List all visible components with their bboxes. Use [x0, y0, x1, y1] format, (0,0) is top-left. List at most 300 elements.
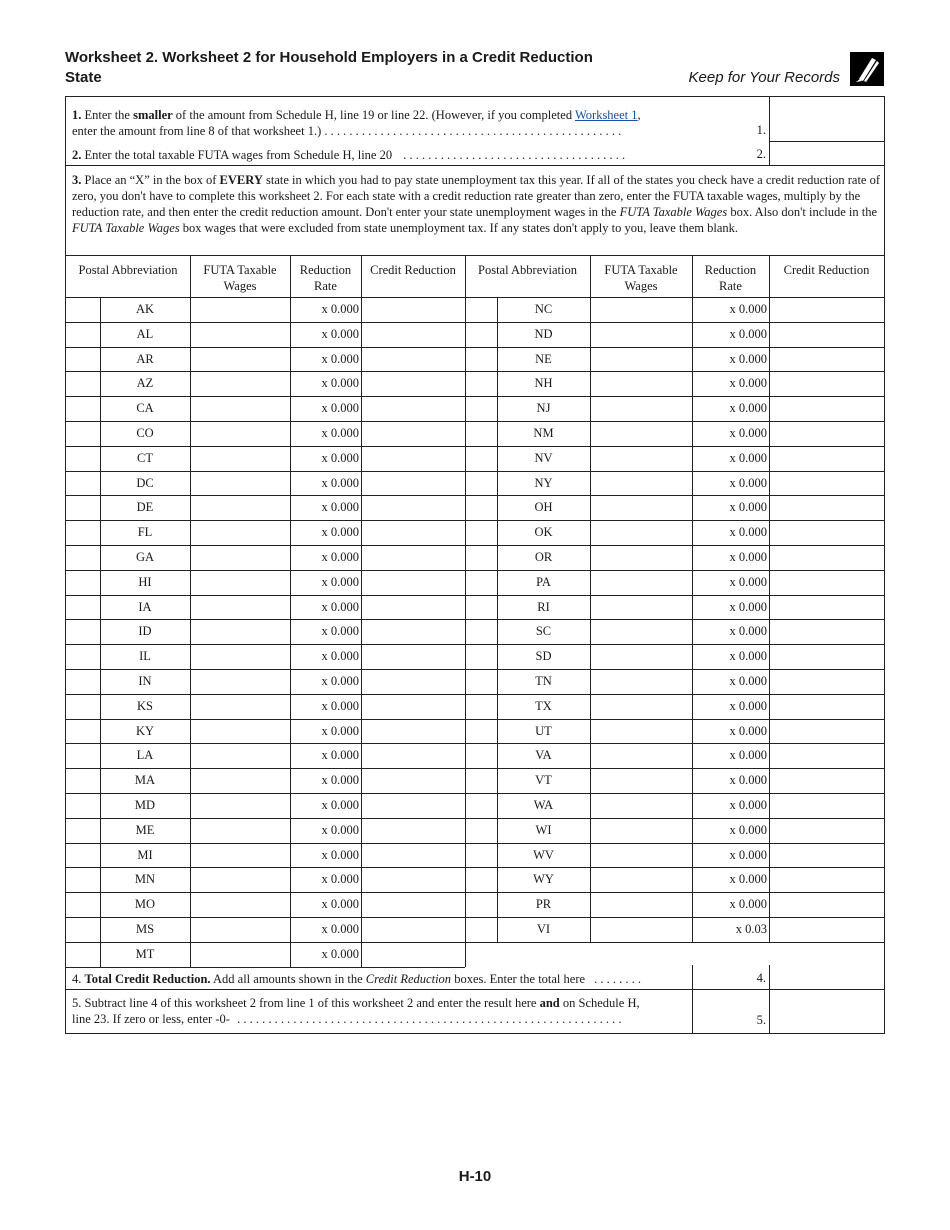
reduction-rate: x 0.000 [729, 351, 767, 366]
reduction-rate: x 0.000 [729, 674, 767, 688]
state-abbr: SD [535, 649, 552, 664]
state-abbr: TN [535, 674, 552, 688]
line-4-italic: Credit Reduction [365, 972, 452, 986]
credit-reduction-field[interactable] [770, 348, 884, 371]
reduction-rate: x 0.000 [729, 897, 767, 912]
state-checkbox[interactable] [67, 695, 99, 718]
reduction-rate: x 0.000 [321, 302, 359, 316]
futa-wages-field[interactable] [591, 670, 691, 693]
divider [769, 297, 770, 942]
line-4-part-a: Add all amounts shown in the [213, 972, 363, 986]
state-checkbox[interactable] [466, 447, 496, 470]
credit-reduction-field[interactable] [362, 472, 464, 495]
title-line-1: Worksheet 2. Worksheet 2 for Household Employers in a Credit Reduction [65, 49, 593, 66]
futa-wages-field[interactable] [191, 645, 289, 668]
futa-wages-field[interactable] [591, 868, 691, 891]
futa-wages-field[interactable] [591, 744, 691, 767]
futa-wages-field[interactable] [191, 372, 289, 395]
line-4-number: 4. [72, 972, 82, 986]
state-checkbox[interactable] [466, 645, 496, 668]
futa-wages-field[interactable] [191, 323, 289, 346]
reduction-rate: x 0.000 [321, 748, 359, 763]
reduction-rate: x 0.000 [729, 500, 767, 515]
line-4-part-b: boxes. Enter the total here [454, 972, 586, 986]
line-1-text [72, 107, 772, 139]
futa-wages-field[interactable] [591, 348, 691, 371]
page-number: H-10 [458, 1168, 492, 1185]
state-abbr: PA [536, 574, 551, 589]
futa-wages-field[interactable] [191, 794, 289, 817]
credit-reduction-field[interactable] [362, 447, 464, 470]
credit-reduction-field[interactable] [362, 695, 464, 718]
futa-wages-field[interactable] [191, 546, 289, 569]
header-futa-right [590, 262, 692, 294]
credit-reduction-field[interactable] [362, 620, 464, 643]
divider [497, 297, 498, 942]
credit-reduction-field[interactable] [362, 645, 464, 668]
state-checkbox[interactable] [67, 645, 99, 668]
state-checkbox[interactable] [466, 422, 496, 445]
futa-wages-field[interactable] [191, 348, 289, 371]
state-checkbox[interactable] [466, 323, 496, 346]
divider [361, 255, 362, 297]
state-abbr: MS [135, 922, 155, 936]
line-4-entry-box[interactable] [770, 965, 884, 989]
state-abbr: AK [135, 302, 155, 316]
credit-reduction-field[interactable] [362, 348, 464, 371]
credit-reduction-field[interactable] [362, 744, 464, 767]
credit-reduction-field[interactable] [770, 645, 884, 668]
credit-reduction-field[interactable] [362, 596, 464, 619]
credit-reduction-field[interactable] [770, 744, 884, 767]
line-5-part-b: on Schedule H, [562, 996, 640, 1010]
state-checkbox[interactable] [466, 819, 496, 842]
reduction-rate: x 0.000 [321, 847, 359, 862]
credit-reduction-field[interactable] [362, 794, 464, 817]
divider [590, 297, 591, 942]
line-3-number: 3. [72, 173, 82, 187]
header-futa-right-l2: Wages [624, 279, 658, 293]
state-checkbox[interactable] [67, 447, 99, 470]
state-checkbox[interactable] [67, 670, 99, 693]
state-checkbox[interactable] [67, 348, 99, 371]
credit-reduction-field[interactable] [362, 819, 464, 842]
credit-reduction-field[interactable] [362, 422, 464, 445]
futa-wages-field[interactable] [591, 893, 691, 916]
line-2-dots: . . . . . . . . . . . . . . . . . . . . . . . . . . . . . . . . . . . . [403, 148, 626, 162]
state-abbr: NY [534, 475, 553, 490]
state-abbr: WI [535, 822, 552, 837]
state-abbr: ND [534, 326, 553, 341]
reduction-rate: x 0.000 [729, 376, 767, 391]
reduction-rate: x 0.000 [729, 847, 767, 862]
reduction-rate: x 0.000 [321, 773, 359, 788]
state-checkbox[interactable] [67, 546, 99, 569]
futa-wages-field[interactable] [591, 720, 691, 743]
state-checkbox[interactable] [466, 695, 496, 718]
reduction-rate: x 0.000 [321, 500, 359, 515]
state-checkbox[interactable] [67, 744, 99, 767]
state-checkbox[interactable] [67, 720, 99, 743]
state-checkbox[interactable] [466, 348, 496, 371]
futa-wages-field[interactable] [591, 596, 691, 619]
state-abbr: LA [136, 748, 154, 763]
state-checkbox[interactable] [466, 844, 496, 867]
credit-reduction-field[interactable] [770, 769, 884, 792]
state-checkbox[interactable] [466, 620, 496, 643]
line-5-dots: . . . . . . . . . . . . . . . . . . . . . . . . . . . . . . . . . . . . . . . . . . . . . . . . . . . . . . . . . . . . . . [237, 1012, 622, 1026]
futa-wages-field[interactable] [591, 844, 691, 867]
line-2-entry-box[interactable] [770, 142, 884, 165]
state-abbr: IL [139, 649, 151, 664]
credit-reduction-field[interactable] [770, 868, 884, 891]
futa-wages-field[interactable] [591, 918, 691, 941]
header-rate-left-l1: Reduction [299, 263, 352, 277]
credit-reduction-field[interactable] [770, 422, 884, 445]
credit-reduction-field[interactable] [770, 918, 884, 941]
line-5-part-a: Subtract line 4 of this worksheet 2 from line 1 of this worksheet 2 and enter the result here [84, 996, 537, 1010]
line-5-entry-box[interactable] [770, 990, 884, 1033]
line-2-text [72, 147, 772, 163]
keep-for-records-label: Keep for Your Records [688, 69, 840, 86]
futa-wages-field[interactable] [591, 323, 691, 346]
credit-reduction-field[interactable] [362, 943, 464, 966]
state-checkbox[interactable] [466, 720, 496, 743]
futa-wages-field[interactable] [591, 695, 691, 718]
credit-reduction-field[interactable] [770, 372, 884, 395]
state-abbr: VA [535, 748, 552, 763]
futa-wages-field[interactable] [591, 298, 691, 321]
state-checkbox[interactable] [67, 496, 99, 519]
reduction-rate: x 0.000 [321, 550, 359, 564]
pen-icon [850, 52, 884, 86]
futa-wages-field[interactable] [591, 546, 691, 569]
credit-reduction-field[interactable] [770, 298, 884, 321]
state-checkbox[interactable] [466, 893, 496, 916]
header-rate-right [692, 262, 769, 294]
divider [465, 297, 466, 967]
reduction-rate: x 0.000 [729, 475, 767, 490]
state-abbr: NM [533, 426, 554, 440]
futa-wages-field[interactable] [191, 596, 289, 619]
state-checkbox[interactable] [67, 620, 99, 643]
line-5-part-c: line 23. If zero or less, enter -0- [72, 1012, 230, 1026]
credit-reduction-field[interactable] [362, 298, 464, 321]
credit-reduction-field[interactable] [362, 868, 464, 891]
header-rate-right-l1: Reduction [704, 263, 757, 277]
divider [692, 297, 693, 942]
credit-reduction-field[interactable] [362, 496, 464, 519]
line-1-dots: . . . . . . . . . . . . . . . . . . . . . . . . . . . . . . . . . . . . . . . . . . . . . . . . [324, 124, 622, 138]
divider [769, 965, 770, 1034]
line-5-number: 5. [72, 996, 82, 1010]
futa-wages-field[interactable] [191, 868, 289, 891]
reduction-rate: x 0.000 [729, 326, 767, 341]
line-4-dots: . . . . . . . . [594, 972, 642, 986]
futa-wages-field[interactable] [591, 496, 691, 519]
state-checkbox[interactable] [466, 521, 496, 544]
reduction-rate: x 0.000 [729, 401, 767, 416]
futa-wages-field[interactable] [191, 844, 289, 867]
credit-reduction-field[interactable] [362, 546, 464, 569]
reduction-rate: x 0.000 [321, 624, 359, 639]
state-checkbox[interactable] [67, 794, 99, 817]
line-1-entry-box[interactable] [770, 97, 884, 141]
state-checkbox[interactable] [67, 521, 99, 544]
state-abbr: KS [137, 698, 153, 713]
reduction-rate: x 0.000 [321, 475, 359, 490]
credit-reduction-field[interactable] [362, 571, 464, 594]
credit-reduction-field[interactable] [770, 596, 884, 619]
reduction-rate: x 0.000 [729, 426, 767, 440]
state-checkbox[interactable] [466, 496, 496, 519]
worksheet-form [65, 96, 885, 1034]
title-line-2: State [65, 69, 102, 86]
credit-reduction-field[interactable] [770, 546, 884, 569]
credit-reduction-field[interactable] [770, 794, 884, 817]
state-checkbox[interactable] [67, 372, 99, 395]
futa-wages-field[interactable] [191, 819, 289, 842]
state-checkbox[interactable] [466, 868, 496, 891]
reduction-rate: x 0.000 [729, 599, 767, 614]
header-rate-left-l2: Rate [314, 279, 337, 293]
divider [66, 165, 884, 166]
line-2-number: 2. [72, 148, 82, 162]
state-checkbox[interactable] [67, 918, 99, 941]
header-futa-left-l1: FUTA Taxable [203, 263, 277, 277]
state-checkbox[interactable] [67, 422, 99, 445]
worksheet-1-link[interactable]: Worksheet 1 [574, 108, 638, 122]
state-checkbox[interactable] [67, 323, 99, 346]
futa-wages-field[interactable] [191, 298, 289, 321]
state-checkbox[interactable] [67, 298, 99, 321]
credit-reduction-field[interactable] [770, 893, 884, 916]
credit-reduction-field[interactable] [362, 397, 464, 420]
line-4-label: 4. [756, 971, 766, 985]
reduction-rate: x 0.000 [321, 401, 359, 416]
state-abbr: MA [134, 773, 156, 788]
state-abbr: NE [535, 351, 552, 366]
state-checkbox[interactable] [466, 546, 496, 569]
futa-wages-field[interactable] [591, 620, 691, 643]
line-5-bold: and [539, 996, 560, 1010]
line-1-part-a: Enter the [84, 108, 130, 122]
reduction-rate: x 0.000 [729, 748, 767, 763]
line-3-italic-1: FUTA Taxable Wages [619, 205, 728, 219]
state-abbr: CA [136, 401, 154, 416]
state-checkbox[interactable] [466, 596, 496, 619]
credit-reduction-field[interactable] [770, 447, 884, 470]
state-abbr: MI [137, 847, 153, 862]
credit-reduction-field[interactable] [362, 670, 464, 693]
state-checkbox[interactable] [67, 596, 99, 619]
futa-wages-field[interactable] [591, 571, 691, 594]
credit-reduction-field[interactable] [362, 893, 464, 916]
state-abbr: FL [137, 525, 153, 540]
futa-wages-field[interactable] [191, 670, 289, 693]
state-checkbox[interactable] [466, 372, 496, 395]
state-checkbox[interactable] [67, 472, 99, 495]
futa-wages-field[interactable] [191, 472, 289, 495]
reduction-rate: x 0.000 [321, 822, 359, 837]
divider [692, 965, 693, 1034]
state-checkbox[interactable] [67, 868, 99, 891]
credit-reduction-field[interactable] [362, 844, 464, 867]
state-abbr: AR [136, 351, 154, 366]
reduction-rate: x 0.000 [321, 525, 359, 540]
futa-wages-field[interactable] [191, 720, 289, 743]
futa-wages-field[interactable] [591, 472, 691, 495]
futa-wages-field[interactable] [591, 794, 691, 817]
futa-wages-field[interactable] [191, 571, 289, 594]
futa-wages-field[interactable] [191, 422, 289, 445]
futa-wages-field[interactable] [591, 521, 691, 544]
divider [66, 967, 465, 968]
reduction-rate: x 0.000 [729, 723, 767, 738]
reduction-rate: x 0.000 [321, 326, 359, 341]
reduction-rate: x 0.000 [321, 674, 359, 688]
futa-wages-field[interactable] [191, 744, 289, 767]
futa-wages-field[interactable] [191, 521, 289, 544]
futa-wages-field[interactable] [191, 695, 289, 718]
reduction-rate: x 0.000 [321, 574, 359, 589]
futa-wages-field[interactable] [191, 893, 289, 916]
futa-wages-field[interactable] [191, 397, 289, 420]
futa-wages-field[interactable] [191, 447, 289, 470]
state-abbr: SC [535, 624, 552, 639]
header-futa-right-l1: FUTA Taxable [604, 263, 678, 277]
state-checkbox[interactable] [466, 397, 496, 420]
state-abbr: MN [134, 872, 156, 887]
state-checkbox[interactable] [466, 744, 496, 767]
futa-wages-field[interactable] [591, 447, 691, 470]
futa-wages-field[interactable] [191, 769, 289, 792]
state-abbr: NJ [536, 401, 551, 416]
credit-reduction-field[interactable] [770, 695, 884, 718]
credit-reduction-field[interactable] [362, 769, 464, 792]
worksheet-title [65, 48, 665, 88]
futa-wages-field[interactable] [591, 397, 691, 420]
reduction-rate: x 0.000 [321, 649, 359, 664]
credit-reduction-field[interactable] [770, 571, 884, 594]
futa-wages-field[interactable] [591, 422, 691, 445]
reduction-rate: x 0.000 [321, 946, 359, 961]
line-1-number: 1. [72, 108, 82, 122]
credit-reduction-field[interactable] [770, 670, 884, 693]
credit-reduction-field[interactable] [362, 521, 464, 544]
state-checkbox[interactable] [466, 472, 496, 495]
credit-reduction-field[interactable] [770, 496, 884, 519]
line-1-label: 1. [756, 123, 766, 137]
reduction-rate: x 0.000 [729, 649, 767, 664]
state-abbr: MO [134, 897, 156, 912]
credit-reduction-field[interactable] [770, 521, 884, 544]
state-abbr: MD [134, 798, 156, 812]
reduction-rate: x 0.000 [321, 872, 359, 887]
reduction-rate: x 0.000 [321, 798, 359, 812]
state-abbr: KY [135, 723, 155, 738]
futa-wages-field[interactable] [191, 496, 289, 519]
state-checkbox[interactable] [466, 769, 496, 792]
line-1-part-d: enter the amount from line 8 of that worksheet 1.) [72, 124, 322, 138]
reduction-rate: x 0.000 [321, 376, 359, 391]
state-abbr: DE [136, 500, 154, 515]
credit-reduction-field[interactable] [362, 720, 464, 743]
credit-reduction-field[interactable] [770, 323, 884, 346]
header-futa-left-l2: Wages [223, 279, 257, 293]
futa-wages-field[interactable] [191, 943, 289, 966]
line-3-bold: EVERY [219, 173, 263, 187]
divider [290, 255, 291, 297]
state-checkbox[interactable] [67, 397, 99, 420]
state-checkbox[interactable] [466, 571, 496, 594]
futa-wages-field[interactable] [591, 372, 691, 395]
credit-reduction-field[interactable] [362, 918, 464, 941]
reduction-rate: x 0.000 [321, 723, 359, 738]
credit-reduction-field[interactable] [770, 472, 884, 495]
state-checkbox[interactable] [67, 571, 99, 594]
state-checkbox[interactable] [67, 844, 99, 867]
state-checkbox[interactable] [466, 298, 496, 321]
reduction-rate: x 0.000 [729, 773, 767, 788]
divider [190, 255, 191, 297]
reduction-rate: x 0.000 [321, 450, 359, 465]
state-checkbox[interactable] [466, 670, 496, 693]
futa-wages-field[interactable] [191, 620, 289, 643]
state-checkbox[interactable] [466, 918, 496, 941]
divider [100, 297, 101, 967]
state-checkbox[interactable] [67, 893, 99, 916]
state-abbr: VT [535, 773, 552, 788]
reduction-rate: x 0.000 [729, 624, 767, 639]
state-abbr: HI [138, 574, 152, 589]
line-4-text [72, 971, 712, 987]
divider [290, 297, 291, 967]
credit-reduction-field[interactable] [362, 372, 464, 395]
state-checkbox[interactable] [67, 819, 99, 842]
futa-wages-field[interactable] [591, 645, 691, 668]
credit-reduction-field[interactable] [362, 323, 464, 346]
credit-reduction-field[interactable] [770, 844, 884, 867]
reduction-rate: x 0.000 [729, 822, 767, 837]
state-abbr: ME [135, 822, 155, 837]
divider [66, 989, 884, 990]
futa-wages-field[interactable] [591, 769, 691, 792]
state-abbr: GA [135, 550, 155, 564]
state-checkbox[interactable] [466, 794, 496, 817]
futa-wages-field[interactable] [591, 819, 691, 842]
divider [66, 255, 884, 256]
credit-reduction-field[interactable] [770, 620, 884, 643]
credit-reduction-field[interactable] [770, 819, 884, 842]
credit-reduction-field[interactable] [770, 397, 884, 420]
state-checkbox[interactable] [67, 769, 99, 792]
line-2-main: Enter the total taxable FUTA wages from Schedule H, line 20 [84, 148, 393, 162]
header-credit-left: Credit Reduction [370, 263, 456, 277]
reduction-rate: x 0.000 [729, 798, 767, 812]
divider [692, 255, 693, 297]
reduction-rate: x 0.000 [729, 698, 767, 713]
state-abbr: AZ [136, 376, 154, 391]
line-1-comma: , [637, 108, 641, 122]
futa-wages-field[interactable] [191, 918, 289, 941]
state-abbr: AL [136, 326, 154, 341]
line-3-text [72, 172, 882, 236]
reduction-rate: x 0.000 [321, 922, 359, 936]
state-checkbox[interactable] [67, 943, 99, 966]
state-abbr: TX [535, 698, 552, 713]
credit-reduction-field[interactable] [770, 720, 884, 743]
